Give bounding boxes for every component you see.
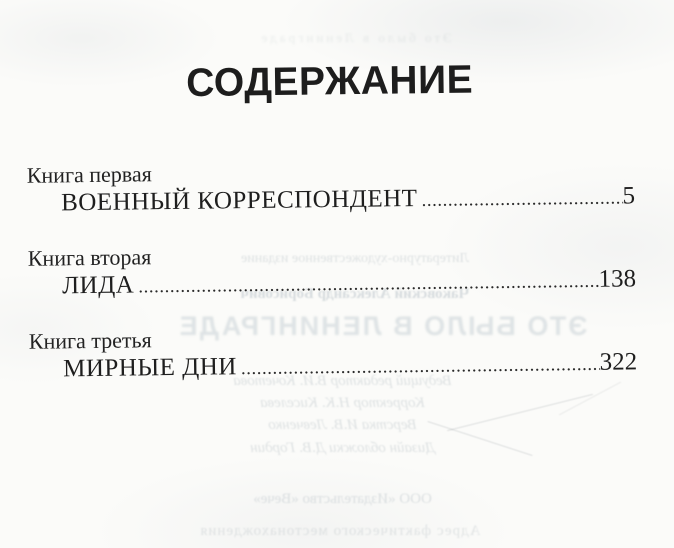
bleedthrough-line: Дизайн обложки Д.В. Гордин — [250, 440, 435, 456]
dot-leader — [421, 182, 622, 216]
toc-entry — [28, 237, 637, 303]
toc-line — [27, 181, 635, 220]
toc-entry — [29, 320, 638, 386]
dot-leader — [138, 265, 599, 303]
toc-line — [28, 264, 636, 303]
bleedthrough-line: Чаковский Александр Борисович — [240, 286, 470, 302]
bleedthrough-line: Это было в Ленинграде — [258, 30, 452, 45]
book-label: Книга вторая — [27, 244, 152, 271]
book-label: Книга первая — [26, 161, 152, 188]
page-number: 138 — [598, 265, 637, 293]
bleedthrough-line: ООО «Издательство «Вече» — [253, 491, 432, 507]
chapter-title: ЛИДА — [61, 271, 135, 300]
page-number: 322 — [599, 348, 638, 376]
chapter-title: МИРНЫЕ ДНИ — [62, 353, 238, 383]
toc-line — [29, 347, 637, 386]
bleedthrough-line: Верстка И.В. Левченко — [268, 417, 417, 433]
chapter-title: ВОЕННЫЙ КОРРЕСПОНДЕНТ — [60, 185, 418, 217]
dot-leader — [241, 348, 600, 384]
bleedthrough-line: ЭТО БЫЛО В ЛЕНИНГРАДЕ — [177, 311, 588, 341]
bleedthrough-line: Ведущий редактор В.И. Кочетова — [233, 373, 452, 389]
bleedthrough-line: Корректор Н.К. Киселева — [260, 395, 425, 411]
page-title: СОДЕРЖАНИЕ — [185, 57, 474, 106]
bleedthrough-line: Литературно-художественное издание — [241, 251, 469, 266]
table-of-contents — [0, 154, 674, 387]
page-number: 5 — [622, 182, 636, 210]
book-label: Книга третья — [28, 327, 152, 354]
bleedthrough-line: Адрес фактического местонахождения — [199, 523, 481, 539]
toc-entry — [27, 154, 636, 220]
